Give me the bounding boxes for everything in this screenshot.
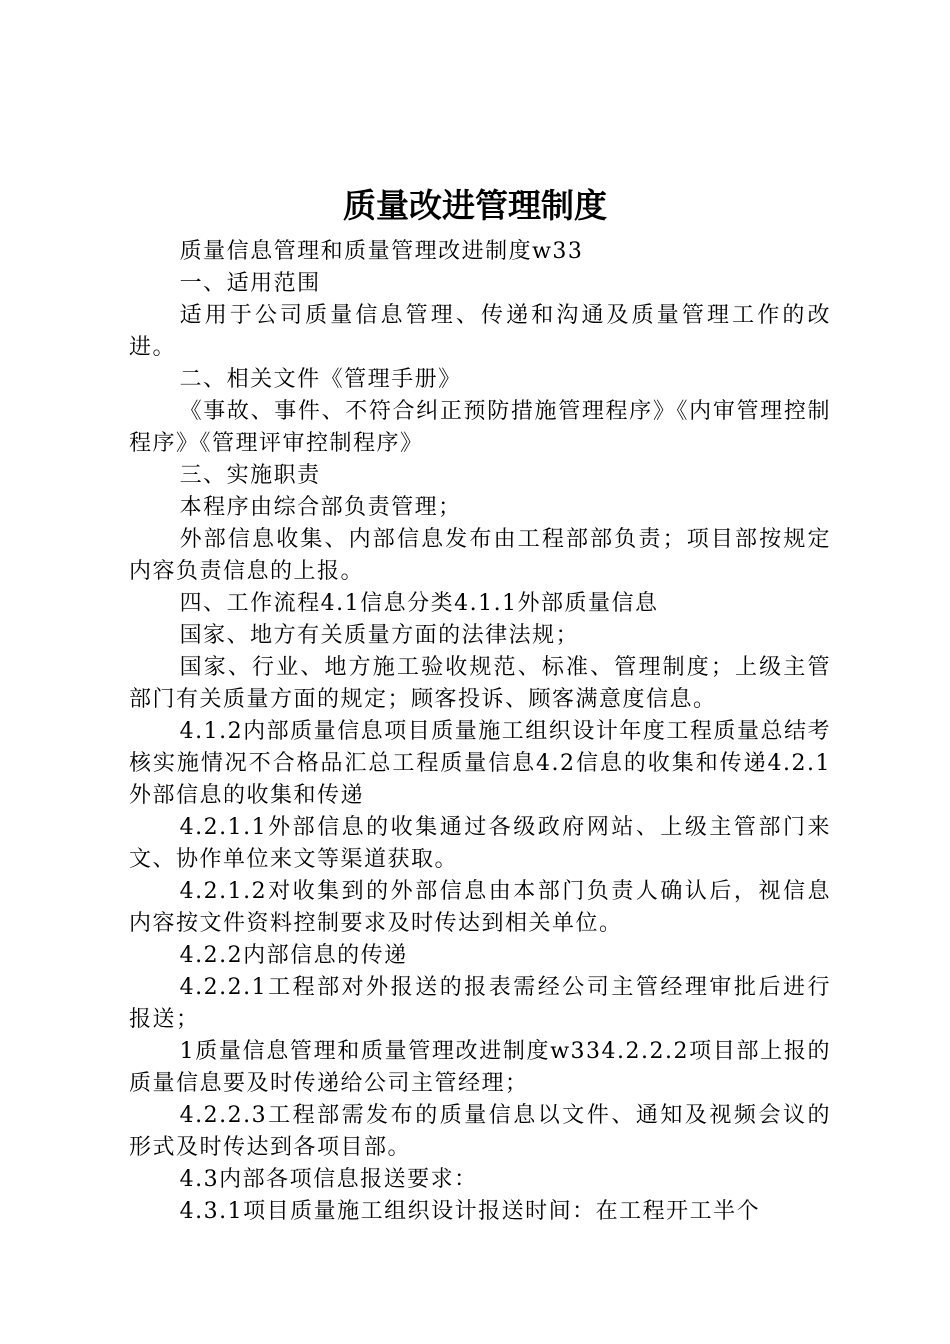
paragraph: 国家、行业、地方施工验收规范、标准、管理制度；上级主管部门有关质量方面的规定；顾客投诉、顾客满意度信息。: [129, 655, 831, 712]
paragraph: 4.2.1.2对收集到的外部信息由本部门负责人确认后，视信息内容按文件资料控制要求及时传达到相关单位。: [129, 879, 831, 936]
paragraph: 《事故、事件、不符合纠正预防措施管理程序》《内审管理控制程序》《管理评审控制程序》: [129, 399, 831, 456]
paragraph: 4.3.1项目质量施工组织设计报送时间：在工程开工半个: [179, 1199, 761, 1224]
paragraph: 1质量信息管理和质量管理改进制度w334.2.2.2项目部上报的质量信息要及时传递给公司主管经理；: [129, 1039, 831, 1096]
paragraph: 4.2.2内部信息的传递: [179, 943, 408, 968]
paragraph: 4.2.2.3工程部需发布的质量信息以文件、通知及视频会议的形式及时传达到各项目部。: [129, 1103, 831, 1160]
paragraph: 质量信息管理和质量管理改进制度w33: [179, 239, 584, 264]
section-heading: 一、适用范围: [179, 271, 321, 296]
section-heading: 三、实施职责: [179, 463, 321, 488]
paragraph: 4.2.1.1外部信息的收集通过各级政府网站、上级主管部门来文、协作单位来文等渠道获取。: [129, 815, 831, 872]
paragraph: 外部信息收集、内部信息发布由工程部部负责；项目部按规定内容负责信息的上报。: [129, 527, 831, 584]
paragraph: 本程序由综合部负责管理；: [179, 495, 462, 520]
paragraph: 4.2.2.1工程部对外报送的报表需经公司主管经理审批后进行报送；: [129, 975, 831, 1032]
paragraph: 4.3内部各项信息报送要求：: [179, 1167, 478, 1192]
section-heading: 二、相关文件《管理手册》: [179, 367, 462, 392]
document-body: [129, 236, 831, 1228]
section-heading: 四、工作流程4.1信息分类4.1.1外部质量信息: [179, 591, 659, 616]
document-title: 质量改进管理制度: [343, 186, 607, 225]
paragraph: 适用于公司质量信息管理、传递和沟通及质量管理工作的改进。: [129, 303, 831, 360]
paragraph: 4.1.2内部质量信息项目质量施工组织设计年度工程质量总结考核实施情况不合格品汇总工程质量信息4.2信息的收集和传递4.2.1外部信息的收集和传递: [129, 719, 831, 808]
paragraph: 国家、地方有关质量方面的法律法规；: [179, 623, 580, 648]
